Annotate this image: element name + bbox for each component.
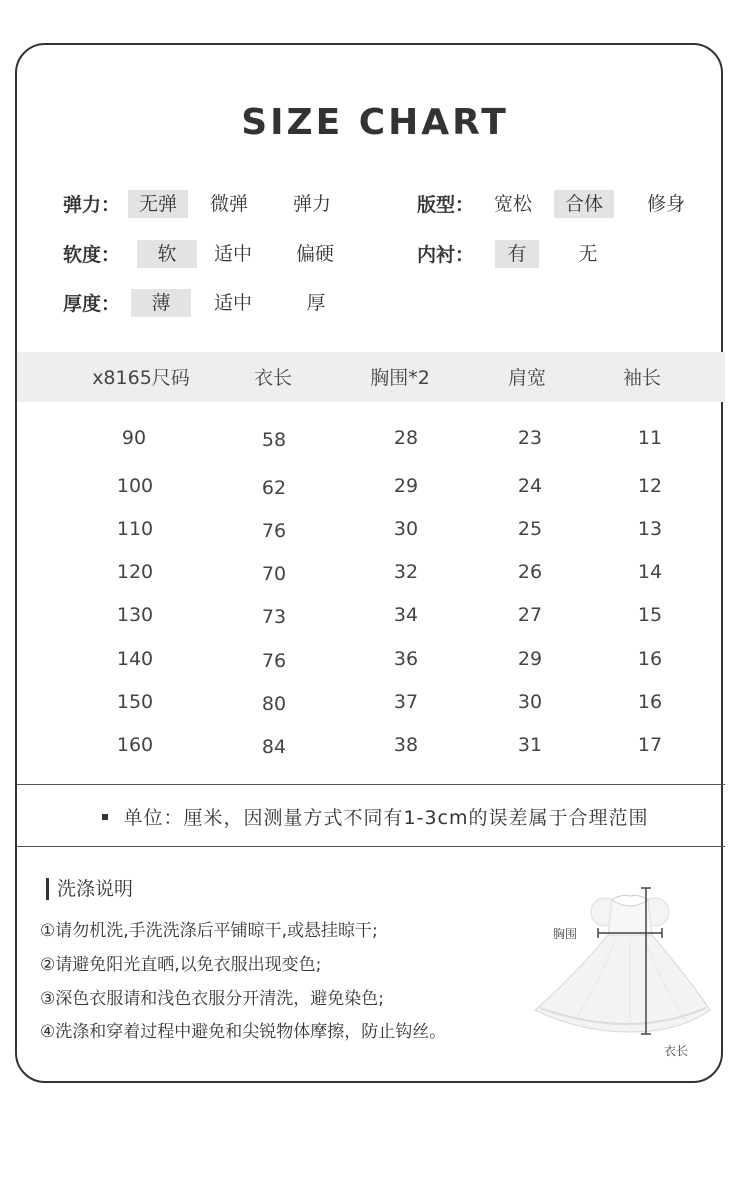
cell-sleeve: 15 bbox=[637, 604, 663, 626]
cell-size: 100 bbox=[116, 475, 154, 497]
softness-option-stiff: 偏硬 bbox=[295, 243, 334, 265]
size-table-header bbox=[17, 352, 725, 402]
cell-chest: 32 bbox=[393, 561, 419, 583]
fit-option-loose: 宽松 bbox=[493, 193, 532, 215]
cell-length: 80 bbox=[261, 693, 287, 715]
elasticity-option-slight: 微弹 bbox=[209, 193, 248, 215]
thickness-option-medium: 适中 bbox=[213, 292, 252, 314]
bullet-icon bbox=[102, 814, 108, 820]
cell-shoulder: 29 bbox=[517, 648, 543, 670]
cell-sleeve: 13 bbox=[637, 518, 663, 540]
thickness-option-thin: 薄 bbox=[131, 289, 191, 317]
cell-size: 150 bbox=[116, 691, 154, 713]
attr-row-thickness bbox=[0, 289, 750, 319]
cell-chest: 34 bbox=[393, 604, 419, 626]
length-label: 衣长 bbox=[664, 1044, 689, 1058]
lining-option-no: 无 bbox=[578, 243, 598, 265]
cell-shoulder: 27 bbox=[517, 604, 543, 626]
elasticity-option-none: 无弹 bbox=[128, 190, 188, 218]
header-shoulder: 肩宽 bbox=[507, 367, 546, 389]
fit-option-slim: 修身 bbox=[646, 193, 685, 215]
cell-length: 73 bbox=[261, 606, 287, 628]
cell-length: 84 bbox=[261, 736, 287, 758]
cell-shoulder: 31 bbox=[517, 734, 543, 756]
cell-sleeve: 16 bbox=[637, 648, 663, 670]
header-chest: 胸围*2 bbox=[370, 367, 430, 389]
cell-size: 160 bbox=[116, 734, 154, 756]
care-item: ④洗涤和穿着过程中避免和尖锐物体摩擦，防止钩丝。 bbox=[40, 1022, 447, 1042]
elasticity-label: 弹力： bbox=[63, 194, 121, 216]
lining-label: 内衬： bbox=[417, 244, 475, 266]
softness-option-medium: 适中 bbox=[213, 243, 252, 265]
cell-sleeve: 14 bbox=[637, 561, 663, 583]
cell-sleeve: 16 bbox=[637, 691, 663, 713]
cell-sleeve: 11 bbox=[637, 427, 663, 449]
cell-size: 130 bbox=[116, 604, 154, 626]
dress-illustration bbox=[530, 880, 720, 1045]
unit-note-text: 单位：厘米，因测量方式不同有1-3cm的误差属于合理范围 bbox=[123, 807, 649, 829]
header-length: 衣长 bbox=[253, 367, 292, 389]
attr-row-elasticity-fit bbox=[0, 190, 750, 220]
lining-option-yes: 有 bbox=[495, 240, 539, 268]
care-item: ①请勿机洗,手洗洗涤后平铺晾干,或悬挂晾干; bbox=[40, 921, 378, 941]
cell-shoulder: 30 bbox=[517, 691, 543, 713]
cell-chest: 28 bbox=[393, 427, 419, 449]
header-size: x8165尺码 bbox=[92, 367, 190, 389]
cell-shoulder: 26 bbox=[517, 561, 543, 583]
cell-length: 58 bbox=[261, 429, 287, 451]
cell-chest: 36 bbox=[393, 648, 419, 670]
thickness-label: 厚度： bbox=[63, 293, 121, 315]
header-sleeve: 袖长 bbox=[622, 367, 661, 389]
elasticity-option-elastic: 弹力 bbox=[292, 193, 331, 215]
unit-note bbox=[0, 803, 750, 830]
cell-shoulder: 25 bbox=[517, 518, 543, 540]
divider-top bbox=[17, 784, 725, 785]
cell-sleeve: 12 bbox=[637, 475, 663, 497]
cell-length: 62 bbox=[261, 477, 287, 499]
cell-size: 140 bbox=[116, 648, 154, 670]
cell-length: 70 bbox=[261, 563, 287, 585]
care-item: ②请避免阳光直晒,以免衣服出现变色; bbox=[40, 955, 322, 975]
care-item: ③深色衣服请和浅色衣服分开清洗，避免染色; bbox=[40, 989, 384, 1009]
cell-length: 76 bbox=[261, 520, 287, 542]
cell-length: 76 bbox=[261, 650, 287, 672]
cell-chest: 30 bbox=[393, 518, 419, 540]
softness-option-soft: 软 bbox=[137, 240, 197, 268]
care-title: 洗涤说明 bbox=[46, 878, 133, 900]
cell-sleeve: 17 bbox=[637, 734, 663, 756]
cell-chest: 29 bbox=[393, 475, 419, 497]
cell-shoulder: 23 bbox=[517, 427, 543, 449]
cell-size: 90 bbox=[121, 427, 147, 449]
divider-bottom bbox=[17, 846, 725, 847]
cell-size: 120 bbox=[116, 561, 154, 583]
thickness-option-thick: 厚 bbox=[306, 292, 326, 314]
cell-shoulder: 24 bbox=[517, 475, 543, 497]
page-title: SIZE CHART bbox=[241, 102, 509, 143]
cell-chest: 37 bbox=[393, 691, 419, 713]
fit-option-regular: 合体 bbox=[554, 190, 614, 218]
cell-chest: 38 bbox=[393, 734, 419, 756]
fit-label: 版型： bbox=[417, 194, 475, 216]
chest-label: 胸围 bbox=[553, 927, 578, 941]
softness-label: 软度： bbox=[63, 244, 121, 266]
attr-row-softness-lining bbox=[0, 240, 750, 270]
cell-size: 110 bbox=[116, 518, 154, 540]
